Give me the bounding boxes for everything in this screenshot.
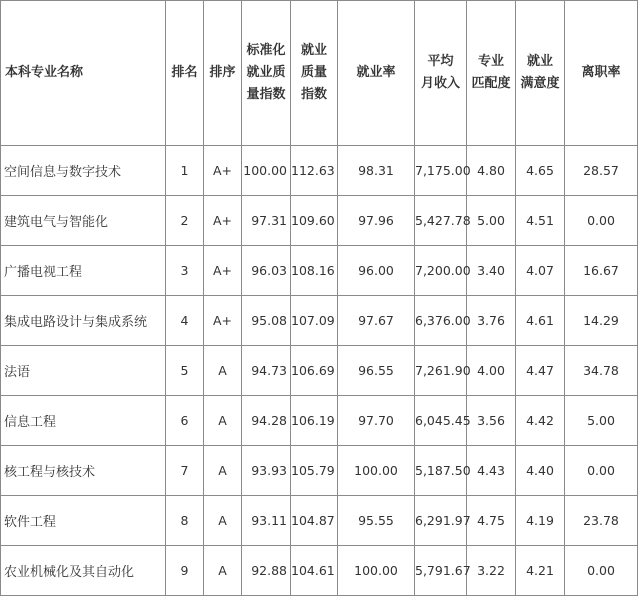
cell-quality-index: 112.63 <box>291 146 338 196</box>
cell-grade: A <box>204 346 242 396</box>
cell-quality-index: 108.16 <box>291 246 338 296</box>
cell-match: 3.76 <box>467 296 516 346</box>
cell-grade: A <box>204 546 242 596</box>
table-row <box>1 546 638 596</box>
cell-quality-index: 106.69 <box>291 346 338 396</box>
cell-major: 农业机械化及其自动化 <box>1 546 166 596</box>
header-quality-index-line: 指数 <box>300 87 327 103</box>
table-row <box>1 296 638 346</box>
cell-std-index: 93.93 <box>242 446 291 496</box>
cell-avg-income: 7,261.90 <box>415 346 467 396</box>
header-match-line: 匹配度 <box>471 76 511 91</box>
cell-rank: 6 <box>166 396 204 446</box>
table-row <box>1 446 638 496</box>
header-grade: 排序 <box>204 1 242 146</box>
cell-match: 3.22 <box>467 546 516 596</box>
header-satisfaction-line: 满意度 <box>520 76 560 91</box>
cell-turnover: 0.00 <box>565 446 638 496</box>
cell-std-index: 97.31 <box>242 196 291 246</box>
cell-std-index: 92.88 <box>242 546 291 596</box>
cell-match: 4.43 <box>467 446 516 496</box>
cell-major: 信息工程 <box>1 396 166 446</box>
table-row <box>1 346 638 396</box>
cell-major: 空间信息与数字技术 <box>1 146 166 196</box>
cell-employment-rate: 97.70 <box>338 396 415 446</box>
header-std-index-line: 标准化 <box>246 42 286 58</box>
cell-std-index: 94.28 <box>242 396 291 446</box>
header-major: 本科专业名称 <box>1 1 166 146</box>
cell-grade: A <box>204 446 242 496</box>
cell-avg-income: 6,291.97 <box>415 496 467 546</box>
cell-match: 4.75 <box>467 496 516 546</box>
cell-quality-index: 106.19 <box>291 396 338 446</box>
cell-satisfaction: 4.21 <box>516 546 565 596</box>
header-std-index-line: 就业质 <box>246 64 286 80</box>
cell-turnover: 14.29 <box>565 296 638 346</box>
header-row <box>1 1 638 146</box>
header-match <box>467 1 516 146</box>
header-satisfaction-line: 就业 <box>526 53 553 69</box>
cell-employment-rate: 95.55 <box>338 496 415 546</box>
cell-rank: 2 <box>166 196 204 246</box>
header-turnover: 离职率 <box>565 1 638 146</box>
header-std-index <box>242 1 291 146</box>
cell-avg-income: 5,187.50 <box>415 446 467 496</box>
cell-rank: 9 <box>166 546 204 596</box>
cell-quality-index: 104.87 <box>291 496 338 546</box>
cell-rank: 7 <box>166 446 204 496</box>
table-row <box>1 196 638 246</box>
table-body <box>1 146 638 596</box>
header-avg-income-line: 平均 <box>427 53 454 69</box>
cell-std-index: 95.08 <box>242 296 291 346</box>
cell-employment-rate: 97.96 <box>338 196 415 246</box>
cell-avg-income: 5,791.67 <box>415 546 467 596</box>
cell-std-index: 100.00 <box>242 146 291 196</box>
header-quality-index-line: 就业 <box>300 42 327 58</box>
cell-grade: A+ <box>204 246 242 296</box>
cell-match: 5.00 <box>467 196 516 246</box>
cell-grade: A <box>204 396 242 446</box>
cell-avg-income: 5,427.78 <box>415 196 467 246</box>
cell-match: 3.56 <box>467 396 516 446</box>
cell-employment-rate: 98.31 <box>338 146 415 196</box>
cell-rank: 3 <box>166 246 204 296</box>
cell-employment-rate: 100.00 <box>338 546 415 596</box>
cell-major: 法语 <box>1 346 166 396</box>
cell-match: 3.40 <box>467 246 516 296</box>
cell-std-index: 96.03 <box>242 246 291 296</box>
table-row <box>1 496 638 546</box>
cell-satisfaction: 4.51 <box>516 196 565 246</box>
header-avg-income-line: 月收入 <box>420 76 460 91</box>
header-rank: 排名 <box>166 1 204 146</box>
cell-rank: 5 <box>166 346 204 396</box>
header-quality-index <box>291 1 338 146</box>
cell-quality-index: 105.79 <box>291 446 338 496</box>
cell-avg-income: 6,045.45 <box>415 396 467 446</box>
cell-turnover: 23.78 <box>565 496 638 546</box>
cell-major: 建筑电气与智能化 <box>1 196 166 246</box>
cell-employment-rate: 100.00 <box>338 446 415 496</box>
header-employment-rate: 就业率 <box>338 1 415 146</box>
header-match-line: 专业 <box>477 53 504 69</box>
cell-major: 软件工程 <box>1 496 166 546</box>
cell-avg-income: 7,175.00 <box>415 146 467 196</box>
cell-turnover: 34.78 <box>565 346 638 396</box>
cell-turnover: 5.00 <box>565 396 638 446</box>
cell-rank: 1 <box>166 146 204 196</box>
table-row <box>1 146 638 196</box>
cell-satisfaction: 4.42 <box>516 396 565 446</box>
cell-avg-income: 6,376.00 <box>415 296 467 346</box>
cell-grade: A+ <box>204 146 242 196</box>
cell-employment-rate: 97.67 <box>338 296 415 346</box>
header-satisfaction <box>516 1 565 146</box>
cell-avg-income: 7,200.00 <box>415 246 467 296</box>
header-quality-index-line: 质量 <box>300 64 327 80</box>
cell-satisfaction: 4.47 <box>516 346 565 396</box>
cell-grade: A <box>204 496 242 546</box>
cell-rank: 8 <box>166 496 204 546</box>
cell-turnover: 0.00 <box>565 196 638 246</box>
cell-match: 4.00 <box>467 346 516 396</box>
cell-satisfaction: 4.40 <box>516 446 565 496</box>
cell-satisfaction: 4.19 <box>516 496 565 546</box>
table-row <box>1 396 638 446</box>
cell-std-index: 93.11 <box>242 496 291 546</box>
cell-employment-rate: 96.55 <box>338 346 415 396</box>
cell-turnover: 28.57 <box>565 146 638 196</box>
cell-quality-index: 109.60 <box>291 196 338 246</box>
cell-employment-rate: 96.00 <box>338 246 415 296</box>
cell-match: 4.80 <box>467 146 516 196</box>
cell-quality-index: 107.09 <box>291 296 338 346</box>
cell-satisfaction: 4.61 <box>516 296 565 346</box>
cell-grade: A+ <box>204 296 242 346</box>
cell-major: 广播电视工程 <box>1 246 166 296</box>
cell-rank: 4 <box>166 296 204 346</box>
cell-turnover: 0.00 <box>565 546 638 596</box>
table-row <box>1 246 638 296</box>
cell-turnover: 16.67 <box>565 246 638 296</box>
cell-satisfaction: 4.07 <box>516 246 565 296</box>
cell-std-index: 94.73 <box>242 346 291 396</box>
cell-satisfaction: 4.65 <box>516 146 565 196</box>
header-avg-income <box>415 1 467 146</box>
header-std-index-line: 量指数 <box>246 87 286 103</box>
cell-major: 集成电路设计与集成系统 <box>1 296 166 346</box>
cell-grade: A+ <box>204 196 242 246</box>
cell-major: 核工程与核技术 <box>1 446 166 496</box>
cell-quality-index: 104.61 <box>291 546 338 596</box>
